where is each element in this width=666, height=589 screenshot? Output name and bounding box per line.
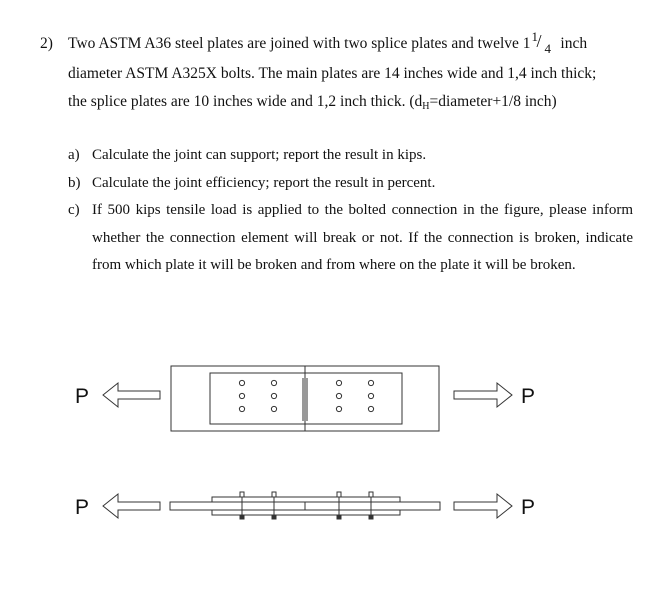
bolt-hole xyxy=(336,406,341,411)
side-view xyxy=(170,497,440,515)
bolt-hole xyxy=(368,380,373,385)
sub-question-b-label: b) xyxy=(68,174,81,191)
splice-plate-plan xyxy=(210,373,402,424)
bolt-nut xyxy=(240,515,244,519)
bolt-hole xyxy=(336,393,341,398)
bolt-hole xyxy=(368,406,373,411)
load-label-right-plan: P xyxy=(521,385,536,408)
load-arrow-right-plan xyxy=(454,383,512,407)
sub-question-c-text: If 500 kips tensile load is applied to the bolted connection in the figure, please inform whether the connection element will break or not. If the connection is broken, indicate from which plate it will be broken and from where on the plate it will be broken. xyxy=(92,202,633,273)
question-line-2: diameter ASTM A325X bolts. The main plates are 14 inches wide and 1,4 inch thick; xyxy=(68,65,597,82)
plan-view xyxy=(171,366,439,431)
bolt-head xyxy=(272,492,276,497)
bolt-head xyxy=(240,492,244,497)
bolt-hole xyxy=(271,406,276,411)
fraction-numerator: 1 xyxy=(531,29,539,44)
main-plate-left xyxy=(171,366,305,431)
question-line-3-text: the splice plates are 10 inches wide and 1,2 inch thick. (d xyxy=(68,93,423,110)
bolt-nut xyxy=(337,515,341,519)
fraction-slash: / xyxy=(536,31,542,51)
splice-plate-top-side xyxy=(212,497,400,502)
sub-question-a-label: a) xyxy=(68,147,80,163)
load-arrow-left-plan xyxy=(103,383,160,407)
question-line-1-end: inch xyxy=(556,35,588,52)
load-label-left-side: P xyxy=(75,496,90,519)
main-plate-left-side xyxy=(170,502,305,510)
question-number: 2) xyxy=(40,35,53,52)
fraction-denominator: 4 xyxy=(544,41,552,56)
sub-question-c-label: c) xyxy=(68,202,80,218)
load-arrow-left-side xyxy=(103,494,160,518)
bolt-hole xyxy=(336,380,341,385)
bolt-group-right xyxy=(336,380,373,411)
hole-diameter-subscript: H xyxy=(422,101,430,112)
splice-plate-bottom-side xyxy=(212,510,400,515)
bolt-hole xyxy=(239,380,244,385)
main-plate-right-side xyxy=(305,502,440,510)
bolt-hole xyxy=(368,393,373,398)
bolt-head xyxy=(337,492,341,497)
bolt-hole xyxy=(239,393,244,398)
question-line-3-end: =diameter+1/8 inch) xyxy=(429,93,557,110)
bolt-hole xyxy=(271,393,276,398)
load-label-left-plan: P xyxy=(75,385,90,408)
bolt-hole xyxy=(271,380,276,385)
bolt-head xyxy=(369,492,373,497)
question-line-1-text: Two ASTM A36 steel plates are joined with two splice plates and twelve 1 xyxy=(68,35,531,52)
bolt-nut xyxy=(369,515,373,519)
load-arrow-right-side xyxy=(454,494,512,518)
bolt-nut xyxy=(272,515,276,519)
bolt-group-left xyxy=(239,380,276,411)
bolt-hole xyxy=(239,406,244,411)
load-label-right-side: P xyxy=(521,496,536,519)
sub-question-a-text: Calculate the joint can support; report the result in kips. xyxy=(92,147,427,163)
sub-question-b-text: Calculate the joint efficiency; report the result in percent. xyxy=(92,174,436,191)
